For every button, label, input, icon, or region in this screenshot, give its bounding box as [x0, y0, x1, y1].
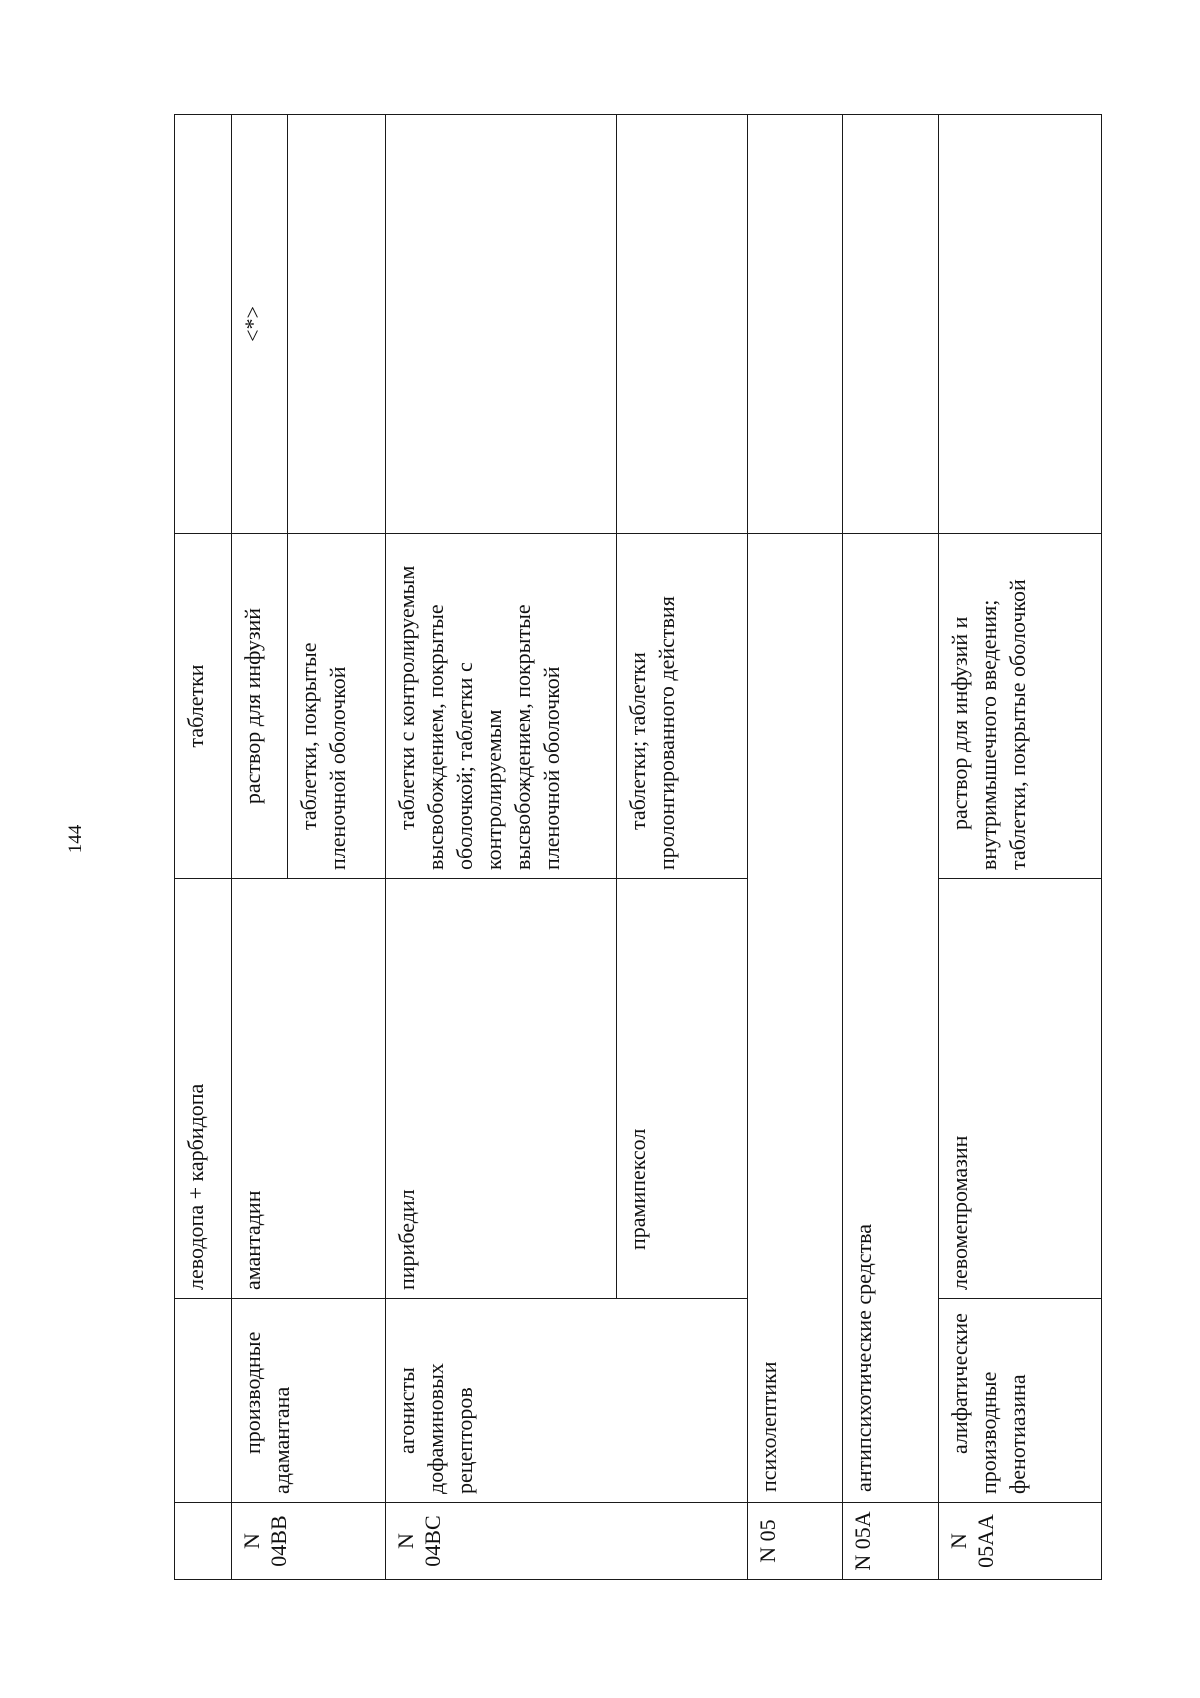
drug-name-cell: прамипексол — [617, 879, 748, 1299]
table-row — [748, 115, 842, 1580]
dosage-form-cell: таблетки — [175, 534, 232, 879]
dosage-form-cell: таблетки; таблетки пролонгированного действия — [617, 534, 748, 879]
page-number: 144 — [65, 824, 86, 854]
table-row — [231, 115, 288, 1580]
atc-code-cell: N 05 — [748, 1503, 842, 1580]
atc-code-cell: N 05A — [842, 1503, 939, 1580]
group-name-cell: агонисты дофаминовых рецепторов — [386, 1299, 748, 1503]
group-name-cell: производные адамантана — [231, 1299, 385, 1503]
note-cell — [175, 115, 232, 534]
atc-code-cell: N 04BB — [231, 1503, 385, 1580]
group-name-cell: антипсихотические средства — [842, 534, 939, 1503]
drug-table-container — [174, 115, 1102, 1580]
group-name-cell: алифатические производные фенотиазина — [939, 1299, 1102, 1503]
table-row — [386, 115, 617, 1580]
atc-code-cell: N 04BC — [386, 1503, 748, 1580]
note-cell — [617, 115, 748, 534]
note-cell — [288, 115, 386, 534]
drug-name-cell: пирибедил — [386, 879, 617, 1299]
note-cell — [939, 115, 1102, 534]
table-row — [939, 115, 1102, 1580]
dosage-form-cell: раствор для инфузий — [231, 534, 288, 879]
group-name-cell: психолептики — [748, 534, 842, 1503]
drug-name-cell: амантадин — [231, 879, 385, 1299]
dosage-form-cell: таблетки с контролируемым высвобождением, покрытые оболочкой; таблетки с контролируемым высвобождением, покрытые пленочной оболочкой — [386, 534, 617, 879]
note-cell: <*> — [231, 115, 288, 534]
drug-name-cell: леводопа + карбидопа — [175, 879, 232, 1299]
dosage-form-cell: раствор для инфузий и внутримышечного введения; таблетки, покрытые оболочкой — [939, 534, 1102, 879]
table-row — [842, 115, 939, 1580]
dosage-form-cell: таблетки, покрытые пленочной оболочкой — [288, 534, 386, 879]
drug-name-cell: левомепромазин — [939, 879, 1102, 1299]
note-cell — [842, 115, 939, 534]
group-name-cell — [175, 1299, 232, 1503]
drug-table — [174, 114, 1102, 1580]
table-row — [175, 115, 232, 1580]
note-cell — [748, 115, 842, 534]
atc-code-cell: N 05AA — [939, 1503, 1102, 1580]
atc-code-cell — [175, 1503, 232, 1580]
note-cell — [386, 115, 617, 534]
